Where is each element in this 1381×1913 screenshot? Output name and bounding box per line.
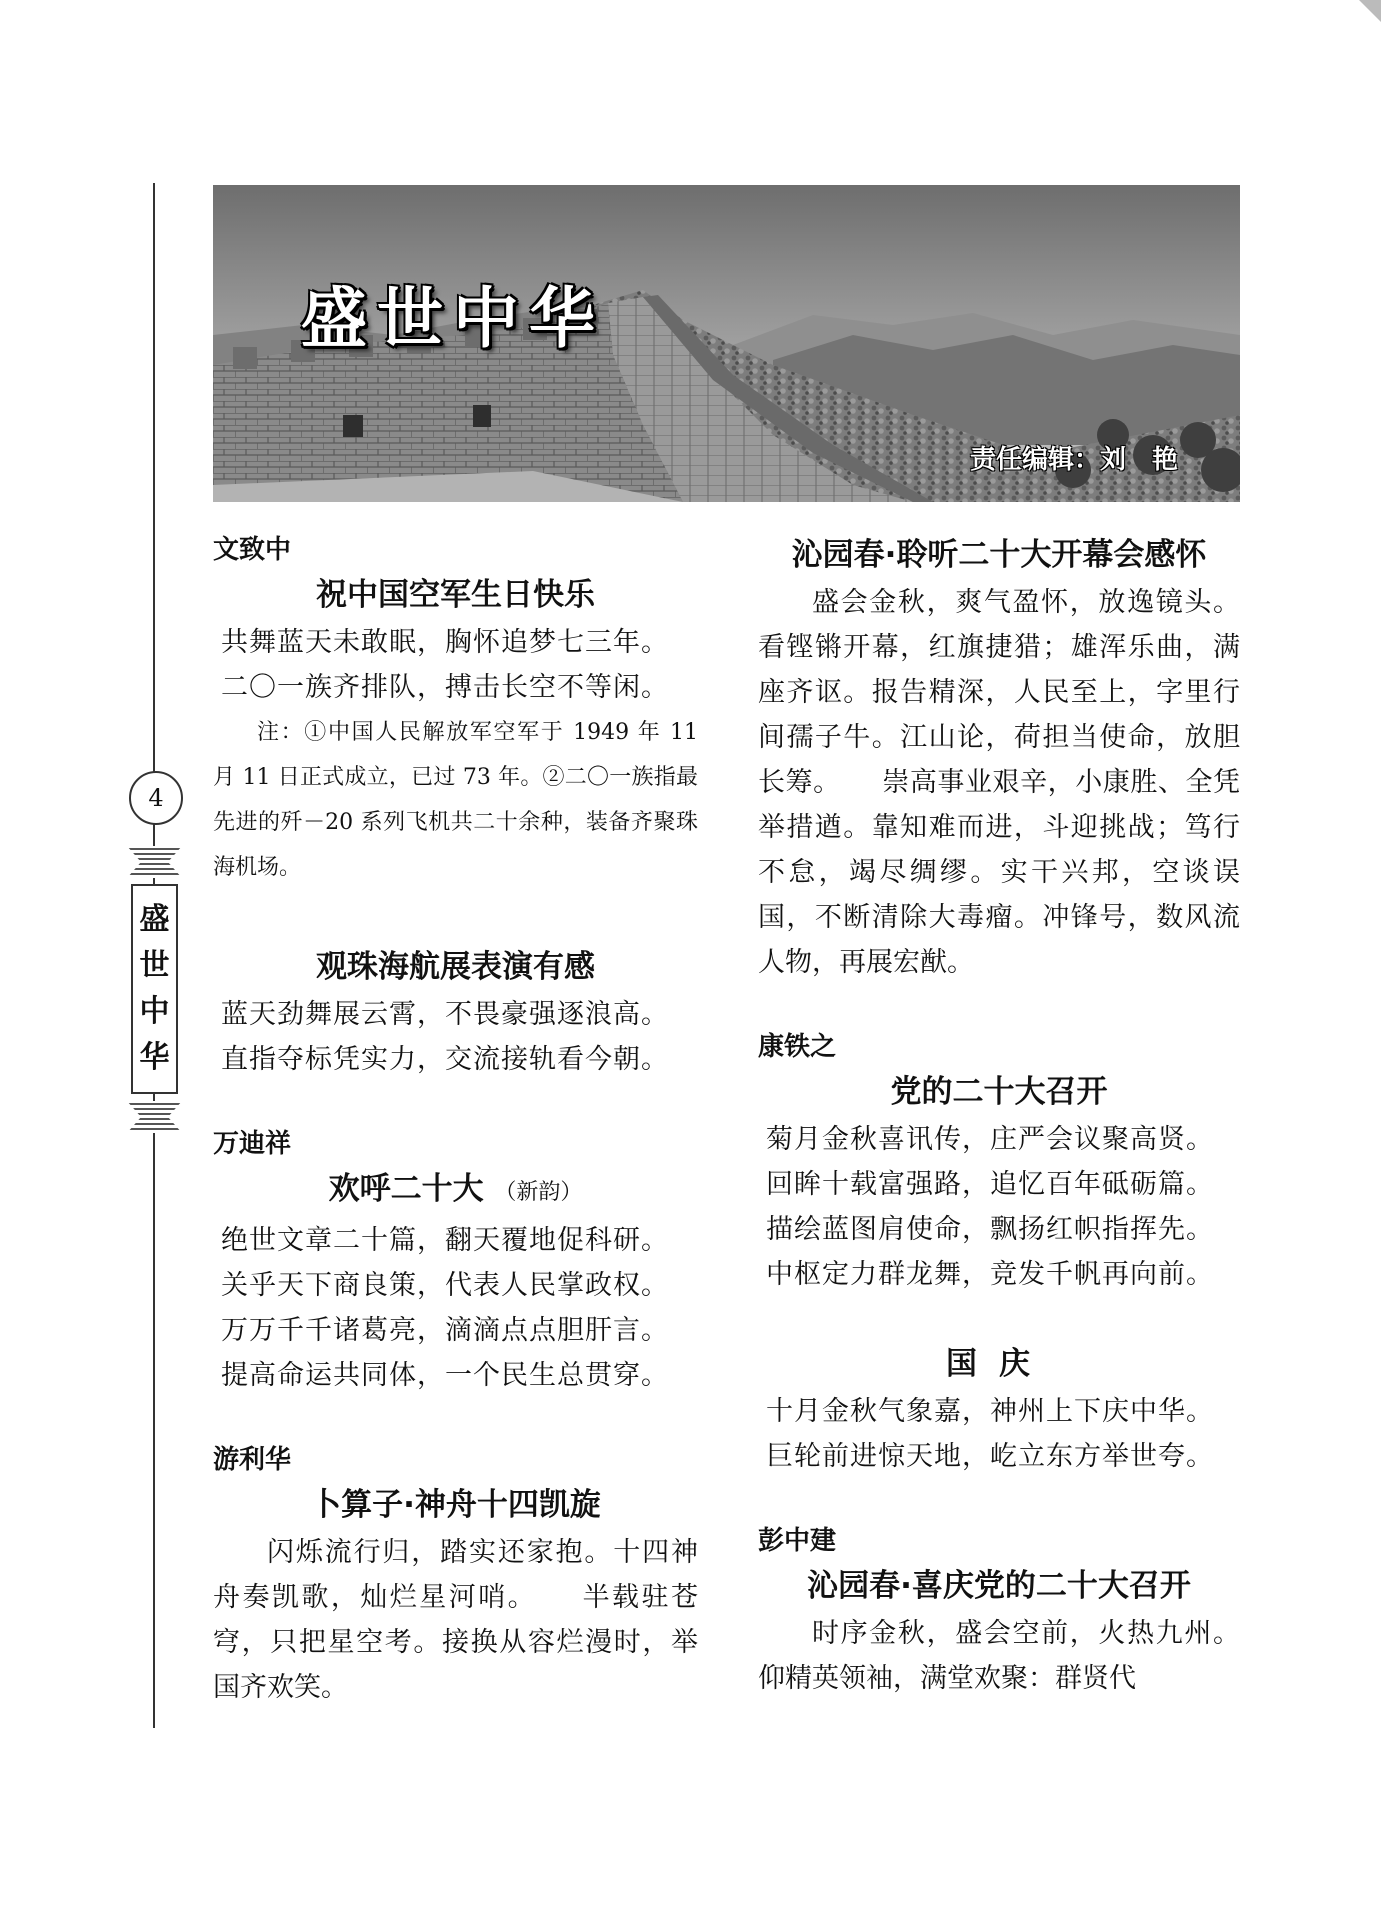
poem-note: 注：①中国人民解放军空军于 1949 年 11 月 11 日正式成立，已过 73 年。②二〇一族指最先进的歼－20 系列飞机共二十余种，装备齐聚珠海机场。: [213, 720, 698, 880]
right-column: [758, 530, 1240, 1701]
poem-line: 回眸十载富强路，追忆百年砥砺篇。: [766, 1169, 1214, 1200]
poem-line: 中枢定力群龙舞，竞发千帆再向前。: [766, 1259, 1214, 1290]
poem-title: 观珠海航展表演有感: [316, 949, 595, 985]
poem-author: 游利华: [213, 1445, 292, 1475]
section-tab-char: 世: [139, 948, 170, 983]
poem-line: 十月金秋气象嘉，神州上下庆中华。: [766, 1396, 1214, 1427]
poem-title: 沁园春·聆听二十大开幕会感怀: [791, 537, 1207, 573]
poem-line: 巨轮前进惊天地，屹立东方举世夸。: [766, 1441, 1214, 1472]
poem-subtitle: （新韵）: [494, 1180, 583, 1205]
poem-text: 时序金秋，盛会空前，火热九州。仰精英领袖，满堂欢聚：群贤代: [758, 1618, 1240, 1694]
poem-text: 闪烁流行归，踏实还家抱。十四神舟奏凯歌，灿烂星河哨。 半载驻苍穹，只把星空考。接换从容烂漫时，举国齐欢笑。: [213, 1537, 698, 1703]
tab-ornament-bottom: [127, 1101, 182, 1133]
poem-title: 卜算子·神舟十四凯旋: [310, 1487, 601, 1523]
poem-text: 盛会金秋，爽气盈怀，放逸镜头。看铿锵开幕，红旗捷猎；雄浑乐曲，满座齐讴。报告精深，人民至上，字里行间孺子牛。江山论，荷担当使命，放胆长筹。 崇高事业艰辛，小康胜、全凭举措遒。靠知难而进，斗迎挑战；笃行不怠，竭尽绸缪。实干兴邦，空谈误国，不断清除大毒瘤。冲锋号，数风流人物，再展宏猷。: [758, 587, 1240, 978]
poem-title: 党的二十大召开: [890, 1074, 1108, 1110]
poem-line: 蓝天劲舞展云霄，不畏豪强逐浪高。: [221, 999, 669, 1030]
banner-title: 盛世中华: [301, 280, 605, 357]
poem-line: 提高命运共同体，一个民生总贯穿。: [221, 1360, 669, 1391]
section-side-tab: [127, 846, 182, 1133]
section-tab-char: 中: [139, 994, 170, 1029]
poem-line: 直指夺标凭实力，交流接轨看今朝。: [221, 1044, 669, 1075]
poem-line: 描绘蓝图肩使命，飘扬红帜指挥先。: [766, 1214, 1214, 1245]
section-tab-char: 华: [139, 1040, 170, 1075]
poem-author: 文致中: [213, 535, 292, 565]
poem-author: 彭中建: [758, 1526, 837, 1556]
banner-editor: 责任编辑：刘 艳: [969, 445, 1178, 475]
poem-author: 康铁之: [758, 1032, 837, 1062]
poem-author: 万迪祥: [213, 1129, 292, 1159]
page-corner-fold: [1359, 0, 1381, 22]
poem-line: 绝世文章二十篇，翻天覆地促科研。: [221, 1225, 669, 1256]
section-tab-box: [131, 884, 178, 1094]
left-column: [213, 530, 698, 1710]
poem-line: 共舞蓝天未敢眠，胸怀追梦七三年。: [221, 627, 669, 658]
poem-line: 关乎天下商良策，代表人民掌政权。: [221, 1270, 669, 1301]
poem-title: 国庆: [946, 1346, 1052, 1382]
tab-ornament-top: [127, 846, 182, 878]
poem-title: 祝中国空军生日快乐: [316, 577, 595, 613]
section-tab-char: 盛: [139, 902, 170, 937]
poem-line: 菊月金秋喜讯传，庄严会议聚高贤。: [766, 1124, 1214, 1155]
poem-title: 沁园春·喜庆党的二十大召开: [807, 1568, 1191, 1604]
poem-line: 万万千千诸葛亮，滴滴点点胆肝言。: [221, 1315, 669, 1346]
poem-line: 二〇一族齐排队，搏击长空不等闲。: [221, 672, 669, 703]
poem-title: 欢呼二十大 （新韵）: [328, 1171, 583, 1207]
page-number: 4: [129, 771, 183, 825]
header-banner: [213, 185, 1240, 502]
